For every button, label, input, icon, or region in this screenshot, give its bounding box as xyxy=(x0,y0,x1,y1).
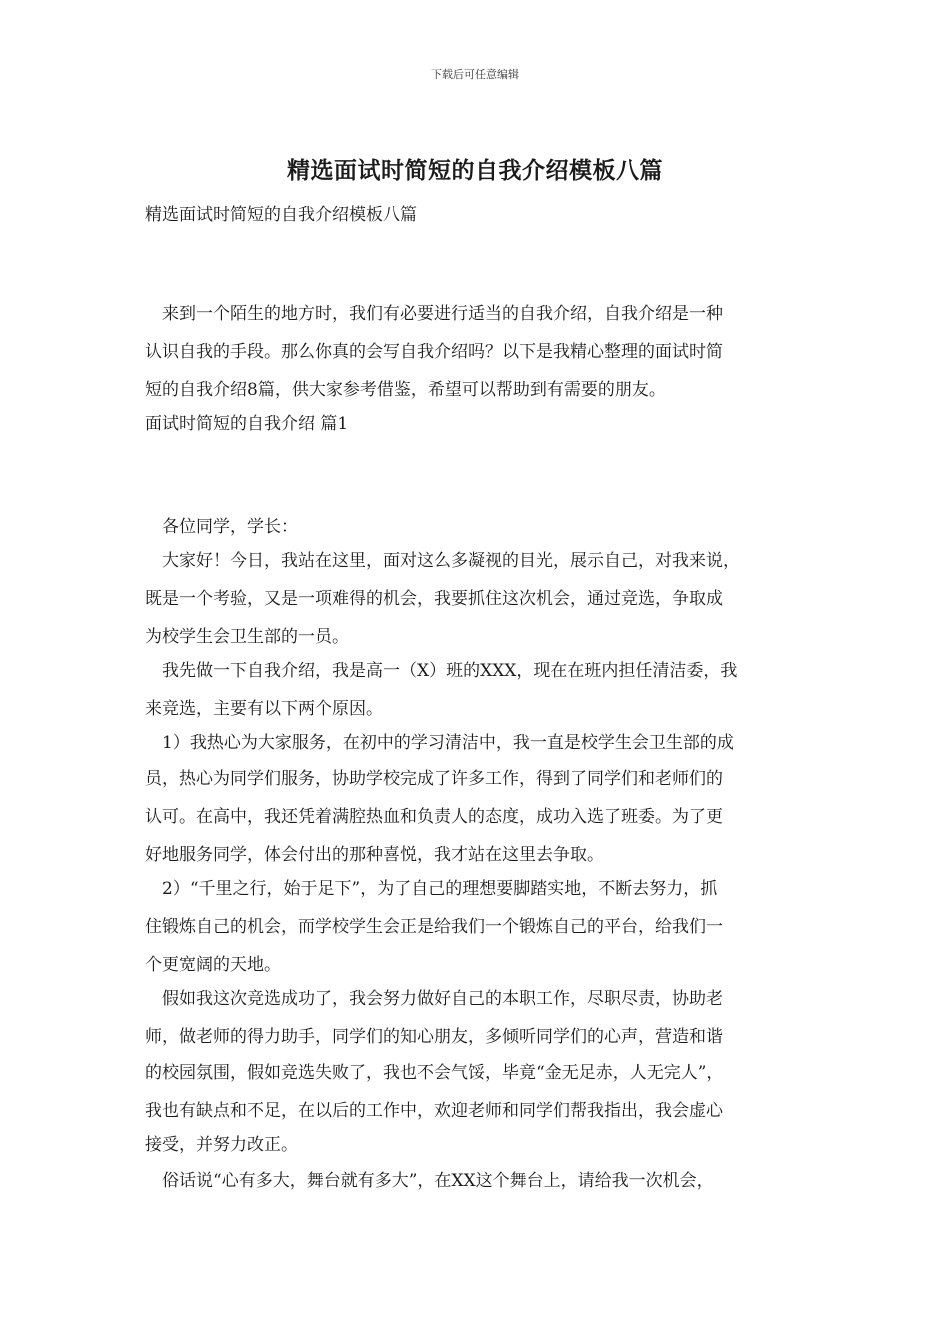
body-line: 个更宽阔的天地。 xyxy=(145,955,281,975)
body-line: 大家好！今日，我站在这里，面对这么多凝视的目光，展示自己，对我来说， xyxy=(145,551,740,571)
page-header-note: 下载后可任意编辑 xyxy=(431,68,519,81)
section-heading: 面试时简短的自我介绍 篇1 xyxy=(145,414,349,434)
body-line: 师，做老师的得力助手，同学们的知心朋友，多倾听同学们的心声，营造和谐 xyxy=(145,1027,723,1047)
body-line: 既是一个考验，又是一项难得的机会，我要抓住这次机会，通过竞选，争取成 xyxy=(145,589,723,609)
body-line: 各位同学，学长： xyxy=(145,517,298,537)
body-line: 俗话说“心有多大，舞台就有多大”，在XX这个舞台上，请给我一次机会， xyxy=(145,1171,714,1191)
body-line: 我也有缺点和不足，在以后的工作中，欢迎老师和同学们帮我指出，我会虚心 xyxy=(145,1101,723,1121)
body-line: 住锻炼自己的机会，而学校学生会正是给我们一个锻炼自己的平台，给我们一 xyxy=(145,917,723,937)
body-line: 1）我热心为大家服务，在初中的学习清洁中，我一直是校学生会卫生部的成 xyxy=(145,733,734,753)
body-line: 认识自我的手段。那么你真的会写自我介绍吗？以下是我精心整理的面试时简 xyxy=(145,342,723,362)
body-line: 认可。在高中，我还凭着满腔热血和负责人的态度，成功入选了班委。为了更 xyxy=(145,807,723,827)
body-line: 短的自我介绍8篇，供大家参考借鉴，希望可以帮助到有需要的朋友。 xyxy=(145,380,666,400)
body-line: 2）“千里之行，始于足下”，为了自己的理想要脚踏实地，不断去努力，抓 xyxy=(145,879,718,899)
body-line: 假如我这次竞选成功了，我会努力做好自己的本职工作，尽职尽责，协助老 xyxy=(145,989,723,1009)
document-subtitle: 精选面试时简短的自我介绍模板八篇 xyxy=(145,205,417,225)
body-line: 我先做一下自我介绍，我是高一（X）班的XXX，现在在班内担任清洁委，我 xyxy=(145,661,738,681)
body-line: 员，热心为同学们服务，协助学校完成了许多工作，得到了同学们和老师们的 xyxy=(145,769,723,789)
body-line: 接受，并努力改正。 xyxy=(145,1135,298,1155)
body-line: 来竞选，主要有以下两个原因。 xyxy=(145,699,383,719)
body-line: 来到一个陌生的地方时，我们有必要进行适当的自我介绍，自我介绍是一种 xyxy=(145,304,723,324)
body-line: 的校园氛围，假如竞选失败了，我也不会气馁，毕竟“金无足赤，人无完人”， xyxy=(145,1063,724,1083)
document-title: 精选面试时简短的自我介绍模板八篇 xyxy=(287,157,663,184)
body-line: 为校学生会卫生部的一员。 xyxy=(145,627,349,647)
body-line: 好地服务同学，体会付出的那种喜悦，我才站在这里去争取。 xyxy=(145,845,604,865)
